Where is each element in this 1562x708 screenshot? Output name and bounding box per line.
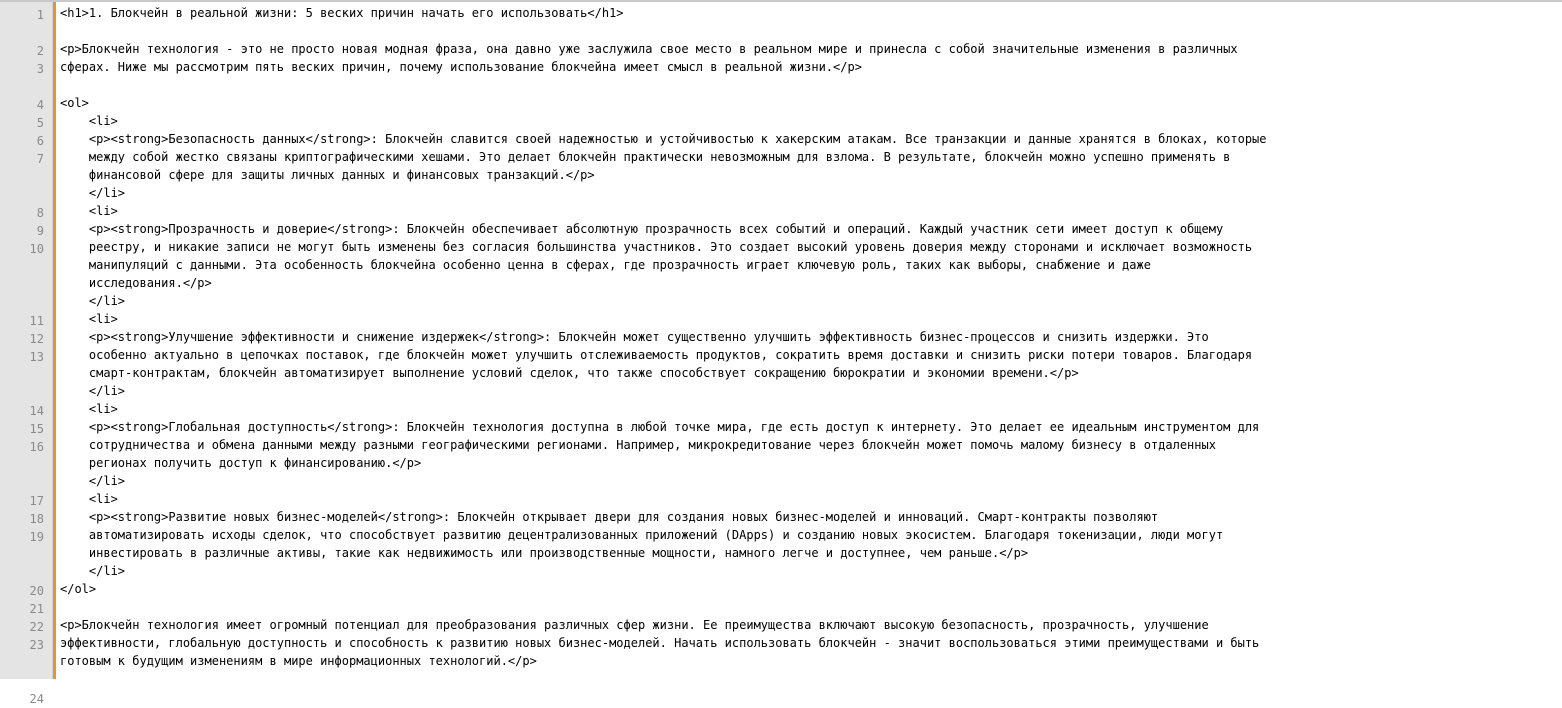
line-number: 11 — [29, 314, 44, 328]
change-history-bar — [53, 2, 56, 679]
code-line[interactable]: <p><strong>Развитие новых бизнес-моделей</strong>: Блокчейн открывает двери для создания новых бизнес-моделей и инноваций. Смарт-контракты позволяют — [60, 510, 1159, 524]
code-line[interactable]: <p><strong>Улучшение эффективности и снижение издержек</strong>: Блокчейн может существенно улучшить эффективность бизнес-процессов и снизить издержки. Это — [60, 330, 1209, 344]
line-numbers — [0, 6, 44, 708]
line-number: 21 — [29, 602, 44, 616]
line-number — [0, 168, 44, 186]
code-line[interactable]: <li> — [60, 312, 118, 326]
line-number: 8 — [36, 206, 44, 220]
line-number: 18 — [29, 512, 44, 526]
code-line[interactable] — [60, 598, 1560, 616]
editor-top-border — [0, 0, 1562, 2]
line-number: 15 — [29, 422, 44, 436]
line-number: 7 — [36, 152, 44, 166]
code-line[interactable]: <p>Блокчейн технология - это не просто новая модная фраза, она давно уже заслужила свое место в реальном мире и принесла с собой значительные изменения в различных — [60, 42, 1238, 56]
code-line[interactable]: готовым к будущим изменениям в мире информационных технологий.</p> — [60, 654, 537, 668]
code-line[interactable]: </li> — [60, 186, 126, 200]
line-number-gutter — [0, 2, 53, 706]
line-number: 2 — [36, 44, 44, 58]
line-number: 4 — [36, 98, 44, 112]
code-line[interactable]: <li> — [60, 204, 118, 218]
code-line[interactable]: инвестировать в различные активы, такие как недвижимость или производственные мощности, намного легче и доступнее, чем раньше.</p> — [60, 546, 1029, 560]
code-line[interactable]: </li> — [60, 294, 126, 308]
line-number — [0, 276, 44, 294]
line-number: 19 — [29, 530, 44, 544]
line-number — [0, 186, 44, 204]
code-line[interactable]: сотрудничества и обмена данными между разными географическими регионами. Например, микрокредитование через блокчейн может помочь малому бизнесу в отдаленных — [60, 438, 1216, 452]
line-number: 5 — [36, 116, 44, 130]
code-line[interactable]: сферах. Ниже мы рассмотрим пять веских причин, почему использование блокчейна имеет смысл в реальной жизни.</p> — [60, 60, 862, 74]
code-line[interactable]: <p>Блокчейн технология имеет огромный потенциал для преобразования различных сфер жизни. Ее преимущества включают высокую безопасность, прозрачность, улучшение — [60, 618, 1209, 632]
line-number — [0, 24, 44, 42]
line-number: 22 — [29, 620, 44, 634]
code-line[interactable]: реестру, и никакие записи не могут быть изменены без согласия большинства участников. Это создает высокий уровень доверия между сторонами и исключает возможность — [60, 240, 1253, 254]
line-number — [0, 366, 44, 384]
code-line[interactable]: <h1>1. Блокчейн в реальной жизни: 5 веских причин начать его использовать</h1> — [60, 6, 624, 20]
line-number: 16 — [29, 440, 44, 454]
line-number: 23 — [29, 638, 44, 652]
line-number: 3 — [36, 62, 44, 76]
line-number — [0, 564, 44, 582]
code-line[interactable] — [60, 670, 1560, 688]
code-line[interactable]: </li> — [60, 384, 126, 398]
line-number: 14 — [29, 404, 44, 418]
line-number: 17 — [29, 494, 44, 508]
code-line[interactable]: </ol> — [60, 582, 97, 596]
line-number — [0, 474, 44, 492]
code-line[interactable]: <p><strong>Прозрачность и доверие</strong>: Блокчейн обеспечивает абсолютную прозрачность всех событий и операций. Каждый участник сети имеет доступ к общему — [60, 222, 1224, 236]
code-line[interactable]: <li> — [60, 492, 118, 506]
code-line[interactable]: между собой жестко связаны криптографическими хешами. Это делает блокчейн практически невозможным для взлома. В результате, блокчейн можно успешно применять в — [60, 150, 1231, 164]
code-line[interactable] — [60, 22, 1560, 40]
code-area[interactable] — [60, 4, 1560, 688]
code-line[interactable]: <p><strong>Глобальная доступность</strong>: Блокчейн технология доступна в любой точке мира, где есть доступ к интернету. Это делает ее идеальным инструментом для — [60, 420, 1260, 434]
code-line[interactable]: смарт-контрактам, блокчейн автоматизирует выполнение условий сделок, что также способствует сокращению бюрократии и экономии времени.</p> — [60, 366, 1079, 380]
line-number — [0, 294, 44, 312]
line-number: 10 — [29, 242, 44, 256]
line-number: 24 — [29, 692, 44, 706]
code-line[interactable]: особенно актуально в цепочках поставок, где блокчейн может улучшить отслеживаемость продуктов, сократить время доставки и снизить риски потери товаров. Благодаря — [60, 348, 1253, 362]
code-line[interactable]: эффективности, глобальную доступность и способность к развитию новых бизнес-моделей. Начать использовать блокчейн - значит воспользоваться этими преимуществами и быть — [60, 636, 1260, 650]
line-number: 9 — [36, 224, 44, 238]
line-number — [0, 456, 44, 474]
code-line[interactable]: исследования.</p> — [60, 276, 212, 290]
line-number: 20 — [29, 584, 44, 598]
code-line[interactable]: автоматизировать исходы сделок, что способствует развитию децентрализованных приложений (DApps) и созданию новых экосистем. Благодаря токенизации, люди могут — [60, 528, 1224, 542]
line-number — [0, 258, 44, 276]
line-number: 6 — [36, 134, 44, 148]
line-number: 1 — [36, 8, 44, 22]
line-number: 13 — [29, 350, 44, 364]
code-line[interactable]: </li> — [60, 564, 126, 578]
line-number — [0, 672, 44, 690]
line-number — [0, 384, 44, 402]
line-number: 12 — [29, 332, 44, 346]
code-line[interactable]: манипуляций с данными. Эта особенность блокчейна особенно ценна в сферах, где прозрачность играет ключевую роль, таких как выборы, снабжение и даже — [60, 258, 1151, 272]
code-line[interactable] — [60, 76, 1560, 94]
code-line[interactable]: </li> — [60, 474, 126, 488]
code-line[interactable]: <ol> — [60, 96, 89, 110]
line-number — [0, 546, 44, 564]
line-number — [0, 654, 44, 672]
code-line[interactable]: <li> — [60, 114, 118, 128]
line-number — [0, 78, 44, 96]
code-line[interactable]: финансовой сфере для защиты личных данных и финансовых транзакций.</p> — [60, 168, 595, 182]
code-line[interactable]: регионах получить доступ к финансированию.</p> — [60, 456, 422, 470]
code-line[interactable]: <li> — [60, 402, 118, 416]
code-line[interactable]: <p><strong>Безопасность данных</strong>: Блокчейн славится своей надежностью и устойчивостью к хакерским атакам. Все транзакции и данные хранятся в блоках, которые — [60, 132, 1267, 146]
